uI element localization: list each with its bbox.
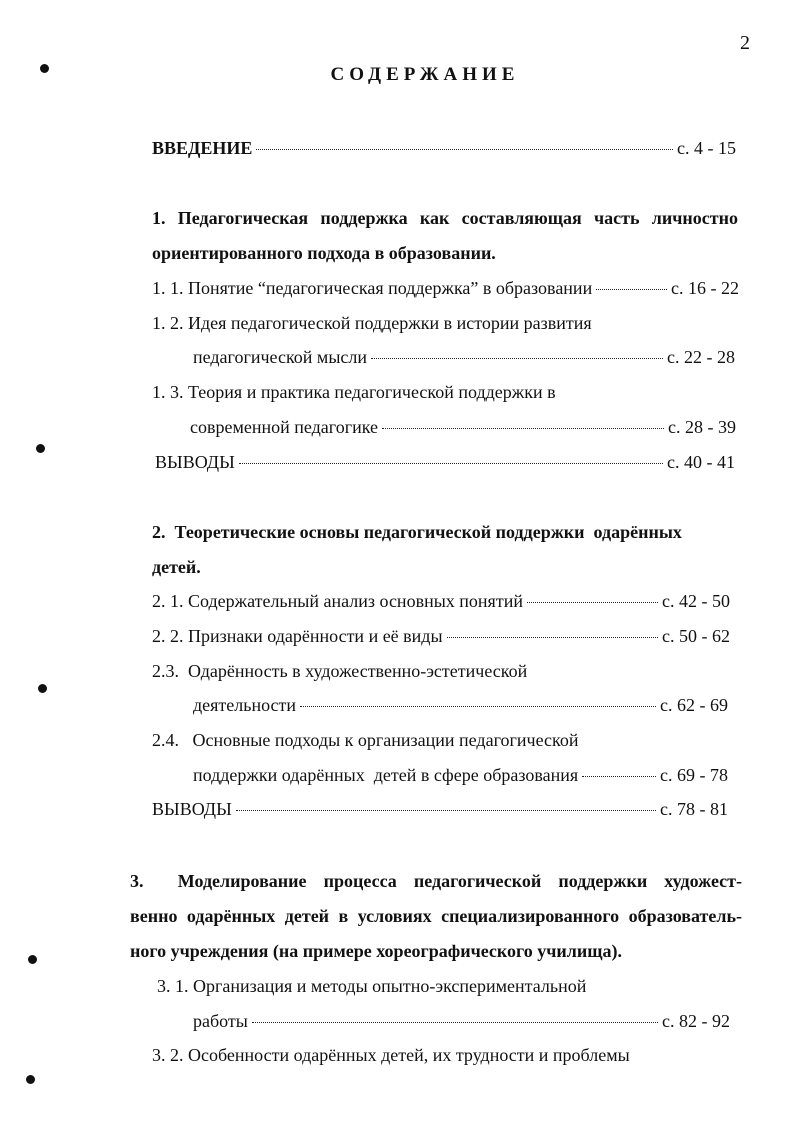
- toc-entry-label: 1. 1. Понятие “педагогическая поддержка” в образовании: [152, 278, 593, 298]
- toc-entry-label: 2. 2. Признаки одарённости и её виды: [152, 626, 443, 646]
- toc-entry-pages: с. 16 - 22: [671, 278, 739, 298]
- chapter-2-heading-line2[interactable]: детей.: [152, 557, 201, 577]
- dot-leader: [256, 149, 673, 150]
- toc-entry-label: поддержки одарённых детей в сфере образования: [193, 765, 579, 785]
- toc-entry-1-conclusions[interactable]: [155, 451, 735, 473]
- dot-leader: [300, 706, 656, 707]
- toc-entry-pages: с. 50 - 62: [662, 626, 730, 646]
- toc-entry-pages: с. 4 - 15: [677, 138, 736, 158]
- dot-leader: [596, 289, 667, 290]
- toc-entry-1-3[interactable]: [190, 416, 736, 438]
- chapter-3-heading-line3[interactable]: ного учреждения (на примере хореографического училища).: [130, 941, 622, 961]
- toc-entry-label: ВЫВОДЫ: [155, 452, 235, 472]
- chapter-3-heading-line2[interactable]: венно одарённых детей в условиях специализированного образователь-: [130, 906, 742, 926]
- toc-entry-3-2-line1[interactable]: 3. 2. Особенности одарённых детей, их трудности и проблемы: [152, 1045, 630, 1065]
- toc-entry-label: ВВЕДЕНИЕ: [152, 138, 253, 158]
- toc-entry-pages: с. 40 - 41: [667, 452, 735, 472]
- toc-entry-2-3[interactable]: [193, 694, 728, 716]
- toc-entry-1-3-line1[interactable]: 1. 3. Теория и практика педагогической поддержки в: [152, 382, 556, 402]
- dot-leader: [527, 602, 658, 603]
- toc-entry-pages: с. 22 - 28: [667, 347, 735, 367]
- toc-entry-label: педагогической мысли: [193, 347, 368, 367]
- toc-entry-2-2[interactable]: [152, 625, 730, 647]
- toc-entry-label: деятельности: [193, 695, 297, 715]
- dot-leader: [382, 428, 664, 429]
- toc-entry-label: работы: [193, 1011, 248, 1031]
- binding-hole-4: [28, 955, 37, 964]
- toc-entry-1-2[interactable]: [193, 346, 735, 368]
- chapter-1-heading-line1[interactable]: 1. Педагогическая поддержка как составляющая часть личностно: [152, 208, 738, 228]
- dot-leader: [582, 776, 656, 777]
- toc-entry-3-1[interactable]: [193, 1010, 730, 1032]
- toc-entry-label: 2. 1. Содержательный анализ основных понятий: [152, 591, 523, 611]
- toc-entry-2-conclusions[interactable]: [152, 798, 728, 820]
- page-number: 2: [740, 32, 750, 54]
- toc-entry-pages: с. 78 - 81: [660, 799, 728, 819]
- toc-entry-1-1[interactable]: [152, 277, 739, 299]
- toc-entry-2-1[interactable]: [152, 590, 730, 612]
- chapter-2-heading-line1[interactable]: 2. Теоретические основы педагогической поддержки одарённых: [152, 522, 682, 542]
- binding-hole-2: [36, 444, 45, 453]
- toc-entry-label: современной педагогике: [190, 417, 379, 437]
- toc-entry-1-2-line1[interactable]: 1. 2. Идея педагогической поддержки в истории развития: [152, 313, 592, 333]
- dot-leader: [239, 463, 663, 464]
- toc-entry-2-4[interactable]: [193, 764, 728, 786]
- binding-hole-5: [26, 1075, 35, 1084]
- toc-entry-pages: с. 28 - 39: [668, 417, 736, 437]
- toc-entry-pages: с. 69 - 78: [660, 765, 728, 785]
- toc-entry-2-4-line1[interactable]: 2.4. Основные подходы к организации педагогической: [152, 730, 579, 750]
- toc-entry-2-3-line1[interactable]: 2.3. Одарённость в художественно-эстетической: [152, 661, 528, 681]
- dot-leader: [371, 358, 663, 359]
- toc-entry-label: ВЫВОДЫ: [152, 799, 232, 819]
- binding-hole-3: [38, 684, 47, 693]
- dot-leader: [447, 637, 658, 638]
- dot-leader: [252, 1022, 658, 1023]
- toc-entry-pages: с. 42 - 50: [662, 591, 730, 611]
- dot-leader: [236, 810, 656, 811]
- toc-entry-intro[interactable]: [152, 137, 736, 159]
- toc-entry-pages: с. 62 - 69: [660, 695, 728, 715]
- chapter-1-heading-line2[interactable]: ориентированного подхода в образовании.: [152, 243, 496, 263]
- toc-entry-pages: с. 82 - 92: [662, 1011, 730, 1031]
- chapter-3-heading-line1[interactable]: 3. Моделирование процесса педагогической поддержки художест-: [130, 871, 742, 891]
- toc-entry-3-1-line1[interactable]: 3. 1. Организация и методы опытно-экспериментальной: [157, 976, 587, 996]
- page-title: СОДЕРЖАНИЕ: [330, 64, 520, 85]
